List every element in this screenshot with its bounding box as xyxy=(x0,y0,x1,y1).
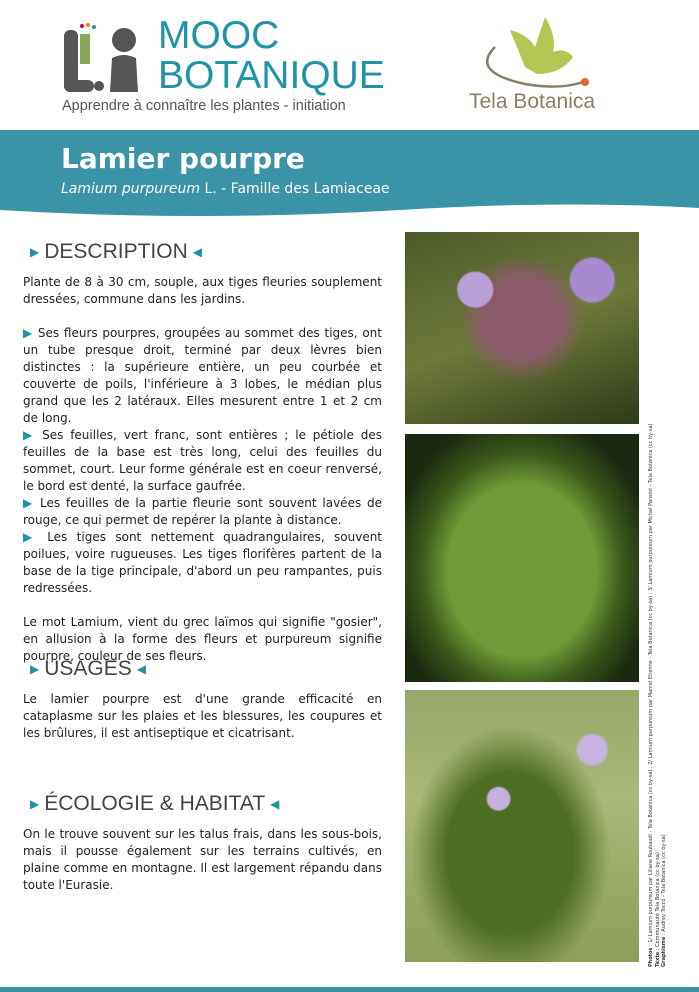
section-heading-usages: ▶ USAGES ◀ xyxy=(30,657,146,680)
triangle-left-icon: ◀ xyxy=(136,662,146,676)
bullet-icon: ▶ xyxy=(23,326,38,340)
section-heading-description: ▶ DESCRIPTION ◀ xyxy=(30,240,202,263)
photo-leaf xyxy=(405,434,639,682)
triangle-left-icon: ◀ xyxy=(192,245,202,259)
page-subtitle xyxy=(61,181,390,197)
tela-botanica-logo xyxy=(465,12,615,117)
photo-plant xyxy=(405,690,639,962)
usages-text: Le lamier pourpre est d'une grande efficacité en cataplasme sur les plaies et les blessures, les coupures et les brûlures, il est antiseptique et cicatrisant. xyxy=(23,692,382,740)
photo-credits: Photos : 1/ Lamium purpureum par Liliane Roubaudi - Tela Botanica (cc by-sa) ; 2/ Lamium purpureum par Marcel Etienne - Tela Botanica (cc by-sa) ; 3/ Lamium purpureum par Michel Pansiot - Tela Botanica (cc by-sa) Texte : Communauté Tela Botanica (cc by-sa) Graphisme : Audrey Tocco - Tela Botanica (cc by-sa) xyxy=(648,423,667,967)
bullet-icon: ▶ xyxy=(23,530,48,544)
footer-line xyxy=(0,987,699,992)
bullet-icon: ▶ xyxy=(23,428,43,442)
mooc-tagline: Apprendre à connaître les plantes - initiation xyxy=(62,98,346,114)
family: L. - Famille des Lamiaceae xyxy=(200,181,390,197)
ecology-text: On le trouve souvent sur les talus frais, dans les sous-bois, mais il pousse également sur les terrains cultivés, en plaine comme en montagne. Il est largement répandu dans toute l'Eurasie. xyxy=(23,827,382,892)
section-heading-ecology: ▶ ÉCOLOGIE & HABITAT ◀ xyxy=(30,792,280,815)
photo-flowers xyxy=(405,232,639,424)
bullet-icon: ▶ xyxy=(23,496,40,510)
mooc-title-line1: MOOC xyxy=(158,14,280,57)
mooc-title-line2: BOTANIQUE xyxy=(158,54,385,97)
triangle-left-icon: ◀ xyxy=(270,797,280,811)
triangle-right-icon: ▶ xyxy=(30,245,40,259)
mooc-person-icon xyxy=(62,22,152,100)
mooc-botanique-logo xyxy=(62,14,392,119)
tela-botanica-wordmark: Tela Botanica xyxy=(469,90,596,113)
latin-name: Lamium purpureum xyxy=(61,181,201,197)
triangle-right-icon: ▶ xyxy=(30,662,40,676)
triangle-right-icon: ▶ xyxy=(30,797,40,811)
page-title: Lamier pourpre xyxy=(61,142,305,175)
ivy-leaf-icon xyxy=(465,12,615,92)
description-text: Plante de 8 à 30 cm, souple, aux tiges fleuries souplement dressées, commune dans les jardins. ▶ Ses fleurs pourpres, groupées au sommet des tiges, ont un tube presque droit, terminé par deux lèvres bien distinctes : la supérieure entière, un peu courbée et couverte de poils, l'inférieure à 3 lobes, le médian plus grand que les 2 latéraux. Elles mesurent entre 1 et 2 cm de long. ▶ Ses feuilles, vert franc, sont entières ; le pétiole des feuilles de la base est très long, celui des feuilles du sommet, court. Leur forme générale est en coeur renversé, le bord est denté, la surface gaufrée. ▶ Les feuilles de la partie fleurie sont souvent lavées de rouge, ce qui permet de repérer la plante à distance. ▶ Les tiges sont nettement quadrangulaires, souvent poilues, voire rugueuses. Les tiges florifères partent de la base de la tige principale, d'abord un peu rampantes, puis redressées. Le mot Lamium, vient du grec laïmos qui signifie "gosier", en allusion à la forme des fleurs et purpureum signifie pourpre, couleur de ses fleurs. xyxy=(23,275,383,663)
